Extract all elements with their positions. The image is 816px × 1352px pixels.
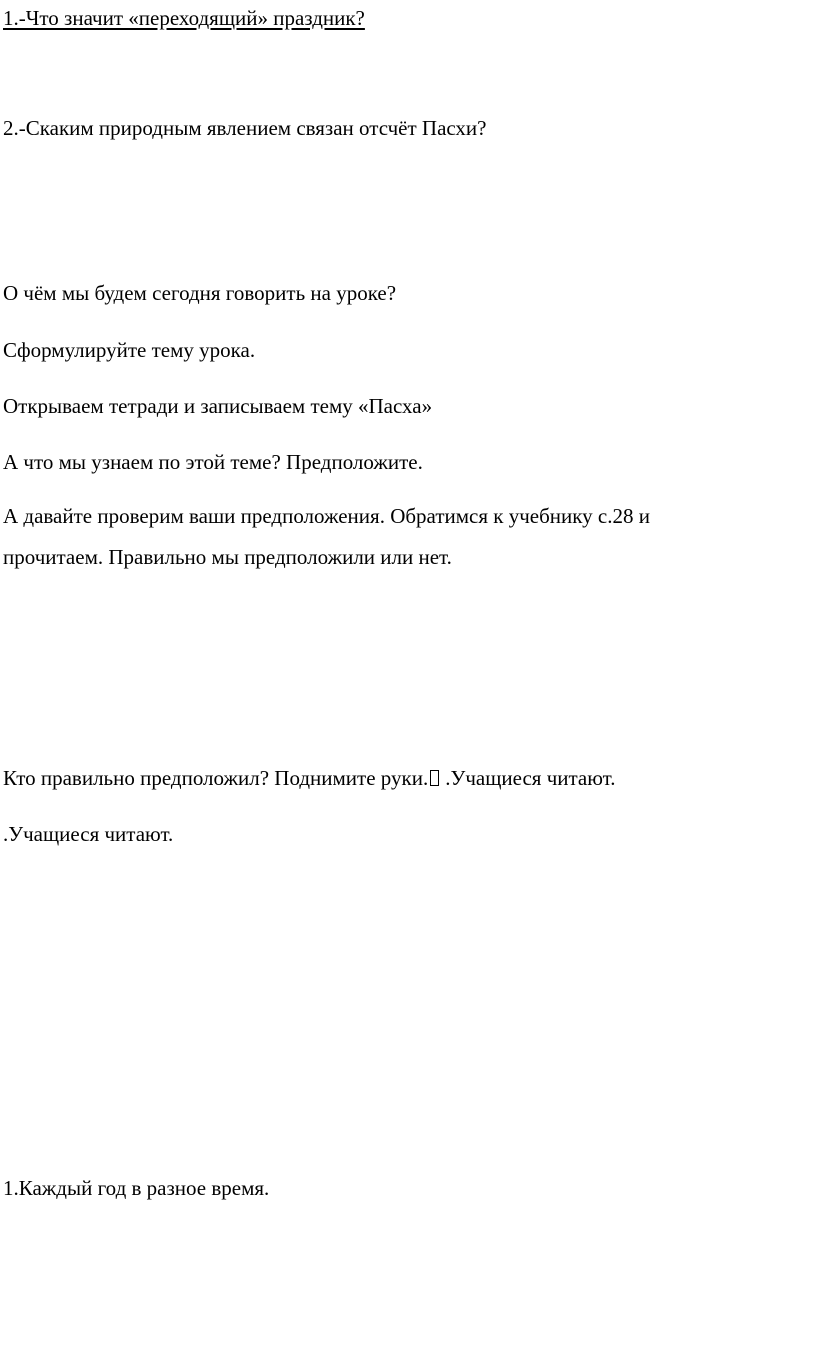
raise-hands-prefix: Кто правильно предположил? Поднимите руки. (3, 766, 429, 790)
students-read-line: .Учащиеся читают. (3, 822, 174, 846)
text-line-6: прочитаем. Правильно мы предположили или нет. (3, 545, 452, 569)
text-line-2: Сформулируйте тему урока. (3, 338, 256, 362)
text-line-3: Открываем тетради и записываем тему «Пасха» (3, 394, 433, 418)
missing-glyph-icon (430, 770, 439, 786)
text-line-1: О чём мы будем сегодня говорить на уроке? (3, 281, 397, 305)
question-1: 1.-Что значит «переходящий» праздник? (3, 6, 365, 30)
text-line-5: А давайте проверим ваши предположения. Обратимся к учебнику с.28 и (3, 504, 650, 528)
raise-hands-suffix: .Учащиеся читают. (445, 766, 616, 790)
answer-1: 1.Каждый год в разное время. (3, 1176, 270, 1200)
raise-hands-line (3, 766, 616, 790)
text-line-4: А что мы узнаем по этой теме? Предположите. (3, 450, 423, 474)
question-2: 2.-Скаким природным явлением связан отсчёт Пасхи? (3, 116, 487, 140)
